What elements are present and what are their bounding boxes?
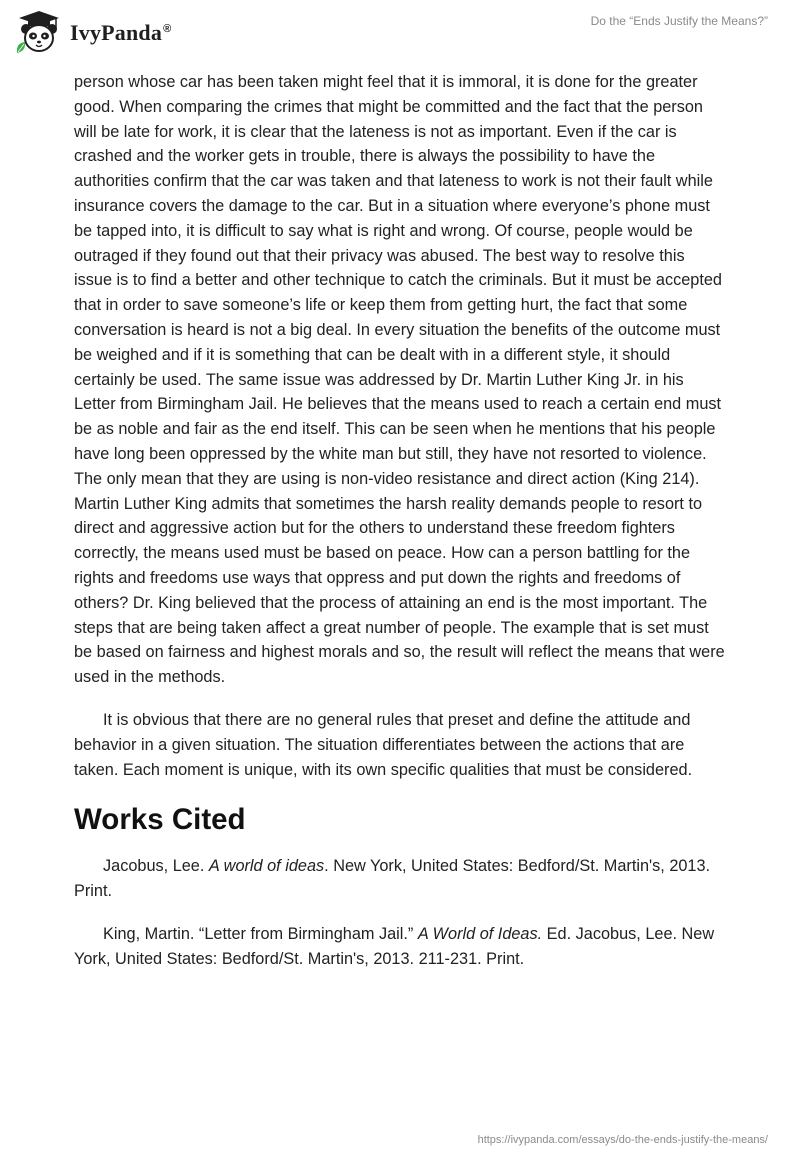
citation-entry <box>74 922 726 972</box>
citation-text: . New York, United States: Bedford/St. Martin's, 2013. Print. <box>74 857 711 901</box>
source-url-link[interactable]: https://ivypanda.com/essays/do-the-ends-justify-the-means/ <box>477 1134 768 1146</box>
citation-text: Ed. Jacobus, Lee. New York, United States: Bedford/St. Martin's, 2013. 211-231. Print. <box>74 924 715 968</box>
document-title: Do the “Ends Justify the Means?” <box>590 14 768 28</box>
essay-content <box>74 70 726 972</box>
citation-title: A world of ideas <box>208 857 325 876</box>
citation-entry <box>74 854 726 904</box>
page-header <box>0 0 800 64</box>
body-paragraph: person whose car has been taken might feel that it is immoral, it is done for the greater good. When comparing the crimes that might be committed and the fact that the person will be late for work, it is clear that the lateness is not as important. Even if the car is crashed and the worker gets in trouble, there is always the possibility to have the authorities confirm that the car was taken and that lateness to work is not their fault while insurance covers the damage to the car. But in a situation where everyone’s phone must be tapped into, it is difficult to say what is right and wrong. Of course, people would be outraged if they found out that their privacy was abused. The best way to resolve this issue is to find a better and other technique to catch the criminals. But it must be accepted that in order to save someone’s life or keep them from getting hurt, the fact that some conversation is heard is not a big deal. In every situation the benefits of the outcome must be weighed and if it is something that can be dealt with in a different style, it should certainly be used. The same issue was addressed by Dr. Martin Luther King Jr. in his Letter from Birmingham Jail. He believes that the means used to reach a certain end must be as noble and fair as the end itself. This can be seen when he mentions that his people have long been oppressed by the white man but still, they have not resorted to violence. The only mean that they are using is non-video resistance and direct action (King 214). Martin Luther King admits that sometimes the harsh reality demands people to resort to direct and aggressive action but for the others to understand these freedom fighters correctly, the means used must be based on peace. How can a person battling for the rights and freedoms use ways that oppress and put down the rights and freedoms of others? Dr. King believed that the process of attaining an end is the most important. The steps that are being taken affect a great number of people. The example that is set must be based on fairness and highest morals and so, the result will reflect the means that were used in the methods. <box>74 73 725 687</box>
brand-logo[interactable] <box>14 8 171 56</box>
works-cited-heading: Works Cited <box>74 803 246 837</box>
registered-mark: ® <box>163 22 172 35</box>
body-paragraph: It is obvious that there are no general rules that preset and define the attitude and behavior in a given situation. The situation differentiates between the actions that are taken. Each moment is unique, with its own specific qualities that must be considered. <box>74 710 693 779</box>
brand-name: IvyPanda® <box>70 20 172 45</box>
citation-text: King, Martin. “Letter from Birmingham Jail.” <box>103 924 418 943</box>
citation-title: A World of Ideas. <box>417 924 543 943</box>
panda-logo-icon <box>14 9 64 55</box>
citation-text: Jacobus, Lee. <box>103 857 209 876</box>
